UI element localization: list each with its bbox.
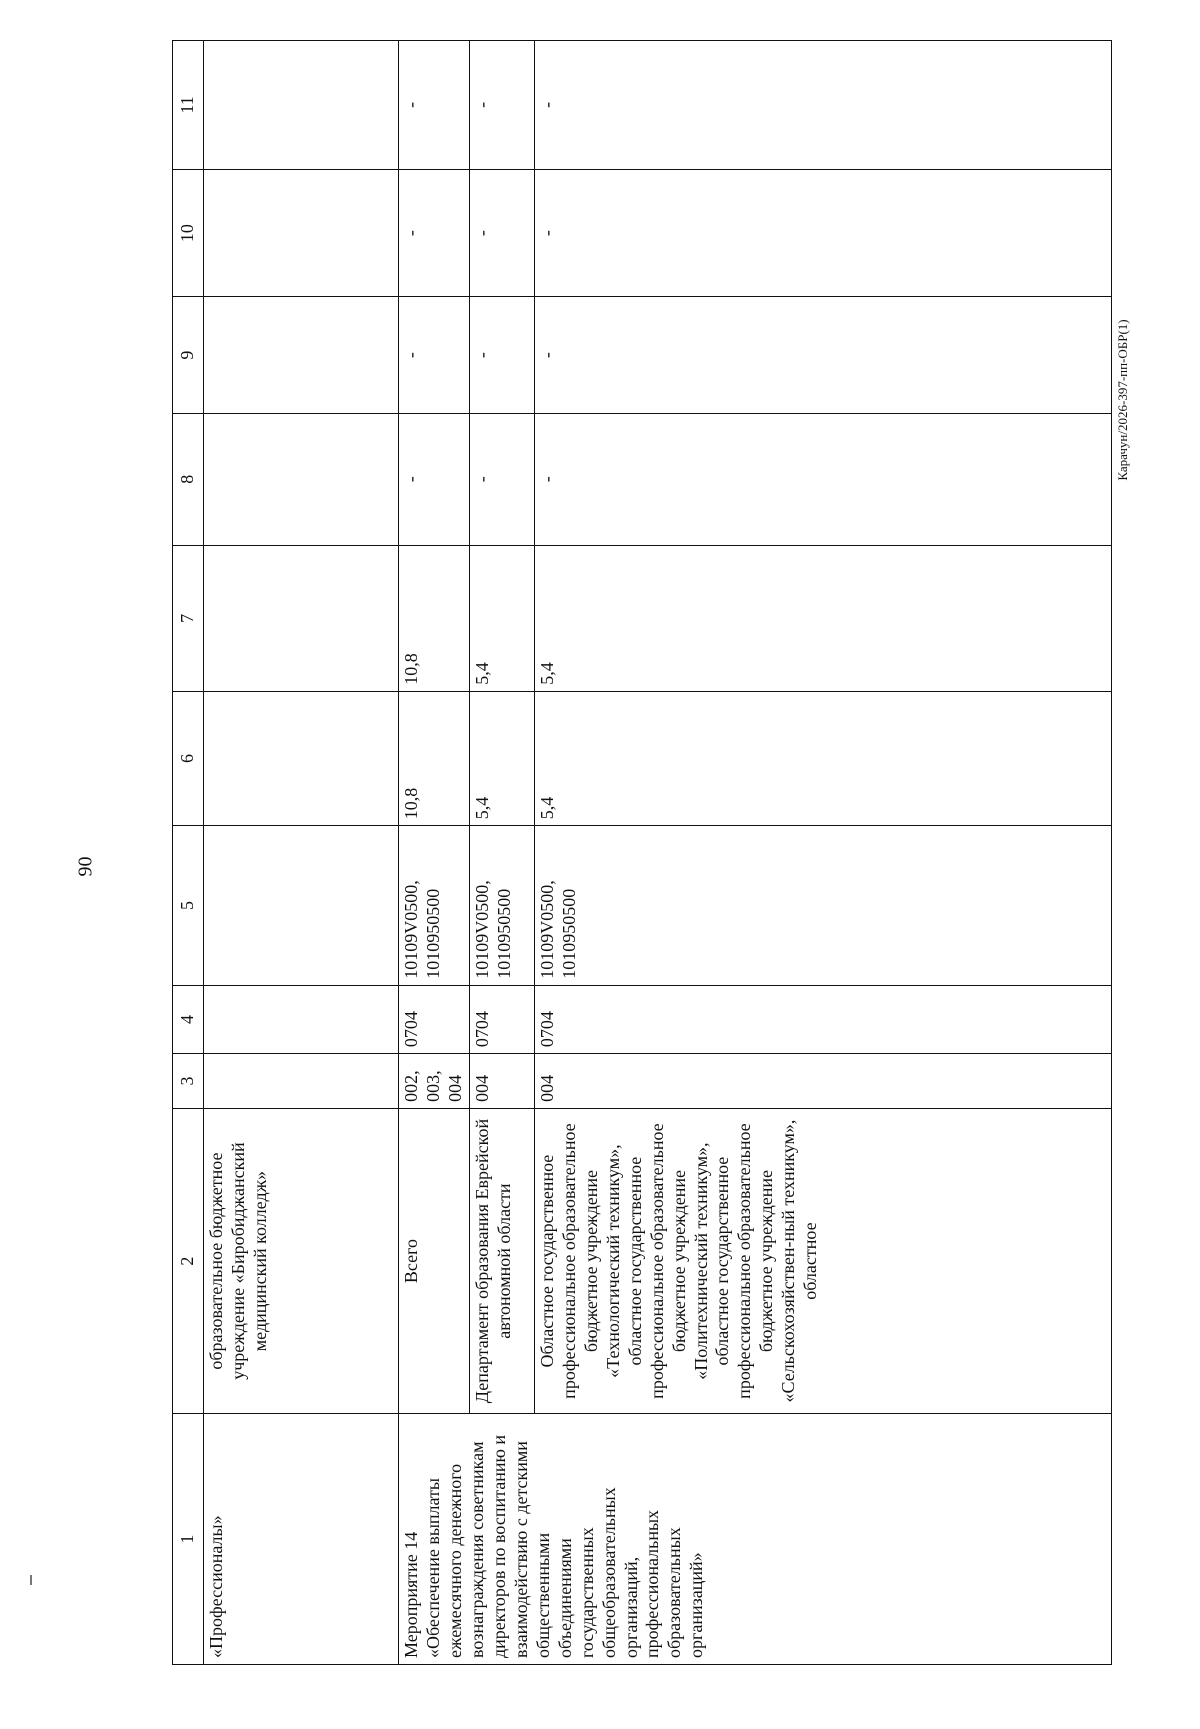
cell-department-amount-6: 5,4 [469,691,534,825]
cell-institution-cont: образовательное бюджетное учреждение «Биробиджанский медицинский колледж» [204,1108,399,1413]
table-header-row [173,41,204,1665]
header-cell-2: 2 [173,1108,204,1413]
cell-department-admin-code: 004 [469,1054,534,1109]
cell-institutions-amount-11: - [534,41,1111,170]
document-code-footer [1115,190,1133,610]
header-cell-8: 8 [173,413,204,545]
cell-institutions-amount-9: - [534,297,1111,413]
rotated-table-container [172,40,1112,1665]
cell-department-amount-11: - [469,41,534,170]
cell-department-name: Департамент образования Еврейской автономной области [469,1108,534,1413]
cell-institutions-amount-6: 5,4 [534,691,1111,825]
header-cell-9: 9 [173,297,204,413]
budget-table [172,40,1112,1665]
cell-total-amount-8: - [399,413,470,545]
header-cell-10: 10 [173,169,204,297]
header-cell-1: 1 [173,1414,204,1665]
cell-empty [204,545,399,691]
cell-total-amount-9: - [399,297,470,413]
page-number: 90 [74,856,97,877]
table-row-total [399,41,470,1665]
cell-program-name: «Профессионалы» [204,1414,399,1665]
document-code: Карачун/2026-397-пп-ОБР(1) [1115,319,1130,481]
cell-total-section: 0704 [399,985,470,1053]
margin-mark [30,1575,32,1585]
cell-empty [204,691,399,825]
cell-total-amount-10: - [399,169,470,297]
header-cell-3: 3 [173,1054,204,1109]
header-cell-11: 11 [173,41,204,170]
cell-total-amount-11: - [399,41,470,170]
cell-total-label: Всего [399,1108,470,1413]
cell-department-amount-10: - [469,169,534,297]
cell-event-14: Мероприятие 14 «Обеспечение выплаты ежемесячного денежного вознаграждения советникам директоров по воспитанию и взаимодействию с детскими общественными объединениями государственных общеобразовательных организаций, профессиональных образовательных организаций» [399,1414,1112,1665]
table-row-continuation [204,41,399,1665]
cell-empty [204,169,399,297]
cell-institutions-target-article: 10109V0500, 1010950500 [534,826,1111,986]
cell-department-amount-9: - [469,297,534,413]
cell-total-admin-codes: 002, 003, 004 [399,1054,470,1109]
cell-empty [204,985,399,1053]
cell-department-section: 0704 [469,985,534,1053]
cell-total-amount-7: 10,8 [399,545,470,691]
cell-department-target-article: 10109V0500, 1010950500 [469,826,534,986]
header-cell-5: 5 [173,826,204,986]
cell-empty [204,826,399,986]
cell-institutions-amount-10: - [534,169,1111,297]
cell-institutions-amount-8: - [534,413,1111,545]
cell-institutions-list: Областное государственное профессиональное образовательное бюджетное учреждение «Технологический техникум», областное государственное профессиональное образовательное бюджетное учреждение «Политехнический техникум», областное государственное профессиональное образовательное бюджетное учреждение «Сельскохозяйствен-ный техникум», областное [534,1108,1111,1413]
cell-total-amount-6: 10,8 [399,691,470,825]
cell-institutions-section: 0704 [534,985,1111,1053]
cell-empty [204,41,399,170]
header-cell-7: 7 [173,545,204,691]
header-cell-6: 6 [173,691,204,825]
cell-empty [204,1054,399,1109]
cell-department-amount-8: - [469,413,534,545]
header-cell-4: 4 [173,985,204,1053]
cell-empty [204,297,399,413]
cell-institutions-amount-7: 5,4 [534,545,1111,691]
cell-total-target-article: 10109V0500, 1010950500 [399,826,470,986]
cell-department-amount-7: 5,4 [469,545,534,691]
cell-institutions-admin-code: 004 [534,1054,1111,1109]
cell-empty [204,413,399,545]
